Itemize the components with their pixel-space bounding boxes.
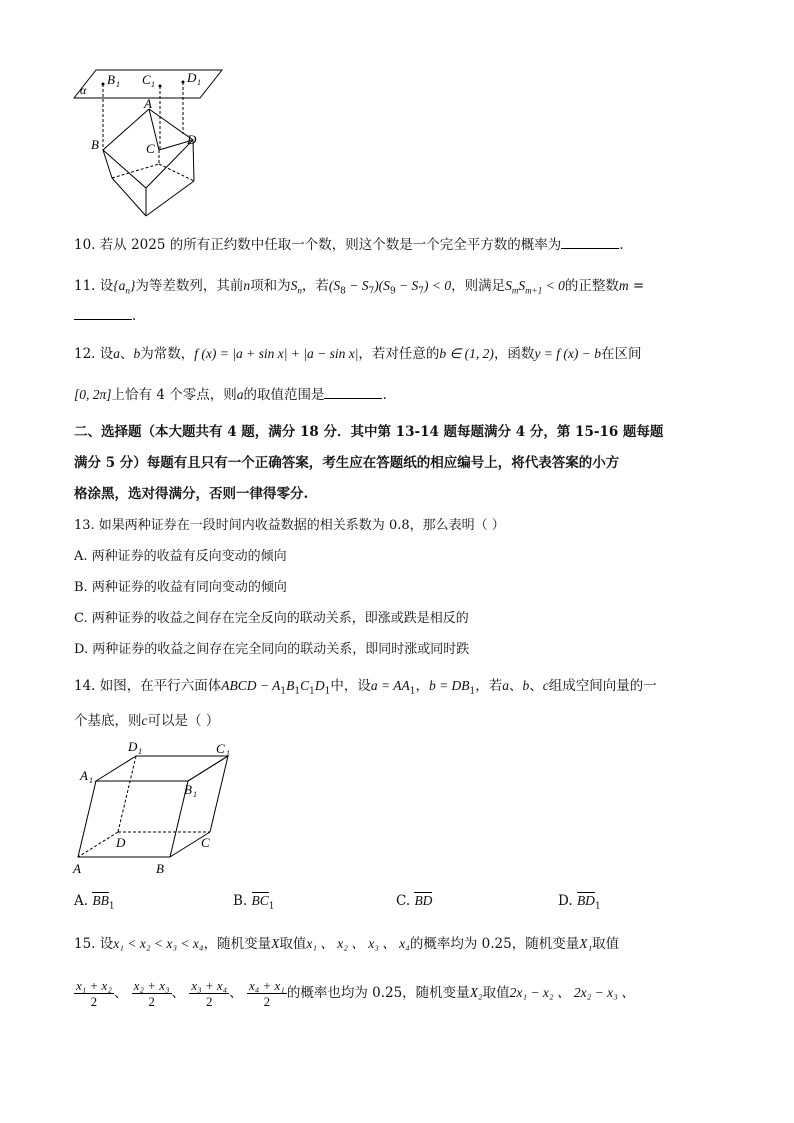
q13-option-c[interactable]: C. 两种证券的收益之间存在完全反向的联动关系，即涨或跌是相反的 [74, 611, 469, 626]
label-a: A [73, 861, 81, 876]
label-alpha: α [80, 83, 87, 97]
question-14: 14. 如图，在平行六面体ABCD − $A_1B_1C_1D_1$中，设$a = AA_1$，$b = DB_1$，若a、b、c组成空间向量的一 [74, 678, 657, 697]
section-2-line1: 二、选择题（本大题共有 4 题，满分 18 分．其中第 13-14 题每题满分 4 分，第 15-16 题每题 [74, 424, 664, 440]
question-14-line2: 个基底，则c可以是（ ） [74, 713, 220, 729]
answer-blank-11[interactable] [74, 307, 132, 320]
answer-blank-12[interactable] [324, 386, 382, 399]
question-15-line2: $\frac{\text{x₁ + x₂}}{2}$ 、 $\frac{\text{x₂ + x₃}}{2}$ 、 $\frac{\text{x₃ + x₄}}{2}$ 、 $\frac{\text{x₄ + x₁}}{2}$ 的概率也均为 0.25，随机变量X₂取值2x₁ − x₂ 、 2x₂ − x₃ 、 [76, 978, 635, 1009]
question-11-line2: . [74, 307, 136, 325]
question-11: 11. 设$\{a_n\}$为等差数列，其前n项和为$S_n$，若$(S_8 - S_7)(S_9 - S_7) < 0$，则满足$S_mS_{m+1} < 0$的正整数m = [74, 278, 645, 297]
q13-option-b[interactable]: B. 两种证券的收益有同向变动的倾向 [74, 580, 287, 595]
q14-option-a[interactable]: A. $BB_1$ [74, 893, 115, 912]
answer-blank-10[interactable] [561, 236, 619, 249]
question-13-stem: 13. 如果两种证券在一段时间内收益数据的相关系数为 0.8，那么表明（ ） [74, 518, 505, 533]
label-b1: B [184, 782, 192, 797]
label-d: D [187, 132, 197, 147]
label-c1: C [142, 72, 151, 87]
q14-option-c[interactable]: C. BD [396, 893, 433, 909]
label-b1: B [107, 72, 115, 87]
svg-text:1: 1 [197, 78, 201, 87]
label-a: A [144, 96, 152, 111]
label-c1: C [216, 741, 225, 756]
figure-plane-cube [66, 64, 236, 224]
section-2-line3: 格涂黑，选对得满分，否则一律得零分. [74, 486, 309, 502]
q14-option-d[interactable]: D. $BD_1$ [558, 893, 601, 912]
question-12-line2: [0, 2π]上恰有 4 个零点，则a的取值范围是 . [74, 387, 387, 403]
label-d1: D [128, 739, 138, 754]
question-15: 15. 设x₁ < x₂ < x₃ < x₄，随机变量X取值x₁ 、 x₂ 、 x₃ 、 x₄的概率均为 0.25，随机变量X₁取值 [74, 936, 620, 952]
q13-option-d[interactable]: D. 两种证券的收益之间存在完全同向的联动关系，即同时涨或同时跌 [74, 642, 470, 657]
svg-text:1: 1 [226, 749, 230, 758]
svg-text:1: 1 [89, 776, 93, 785]
label-b: B [91, 137, 99, 152]
section-2-line2: 满分 5 分）每题有且只有一个正确答案，考生应在答题纸的相应编号上，将代表答案的小方 [74, 455, 620, 471]
svg-text:1: 1 [193, 790, 197, 799]
figure-parallelepiped [68, 736, 238, 882]
label-d: D [116, 835, 126, 850]
svg-text:1: 1 [151, 80, 155, 89]
label-d1: D [187, 70, 197, 85]
label-c: C [201, 835, 210, 850]
label-c: C [146, 141, 155, 156]
question-12: 12. 设a、b为常数，f (x) = |a + sin x| + |a − sin x|，若对任意的b ∈ (1, 2)，函数y = f (x) − b在区间 [74, 346, 642, 362]
svg-text:1: 1 [138, 747, 142, 756]
q13-option-a[interactable]: A. 两种证券的收益有反向变动的倾向 [74, 549, 287, 564]
label-a1: A [80, 768, 88, 783]
label-b: B [156, 861, 164, 876]
svg-text:1: 1 [116, 80, 120, 89]
question-10: 10. 若从 2025 的所有正约数中任取一个数，则这个数是一个完全平方数的概率为 . [74, 237, 624, 253]
q14-option-b[interactable]: B. $BC_1$ [233, 893, 275, 912]
